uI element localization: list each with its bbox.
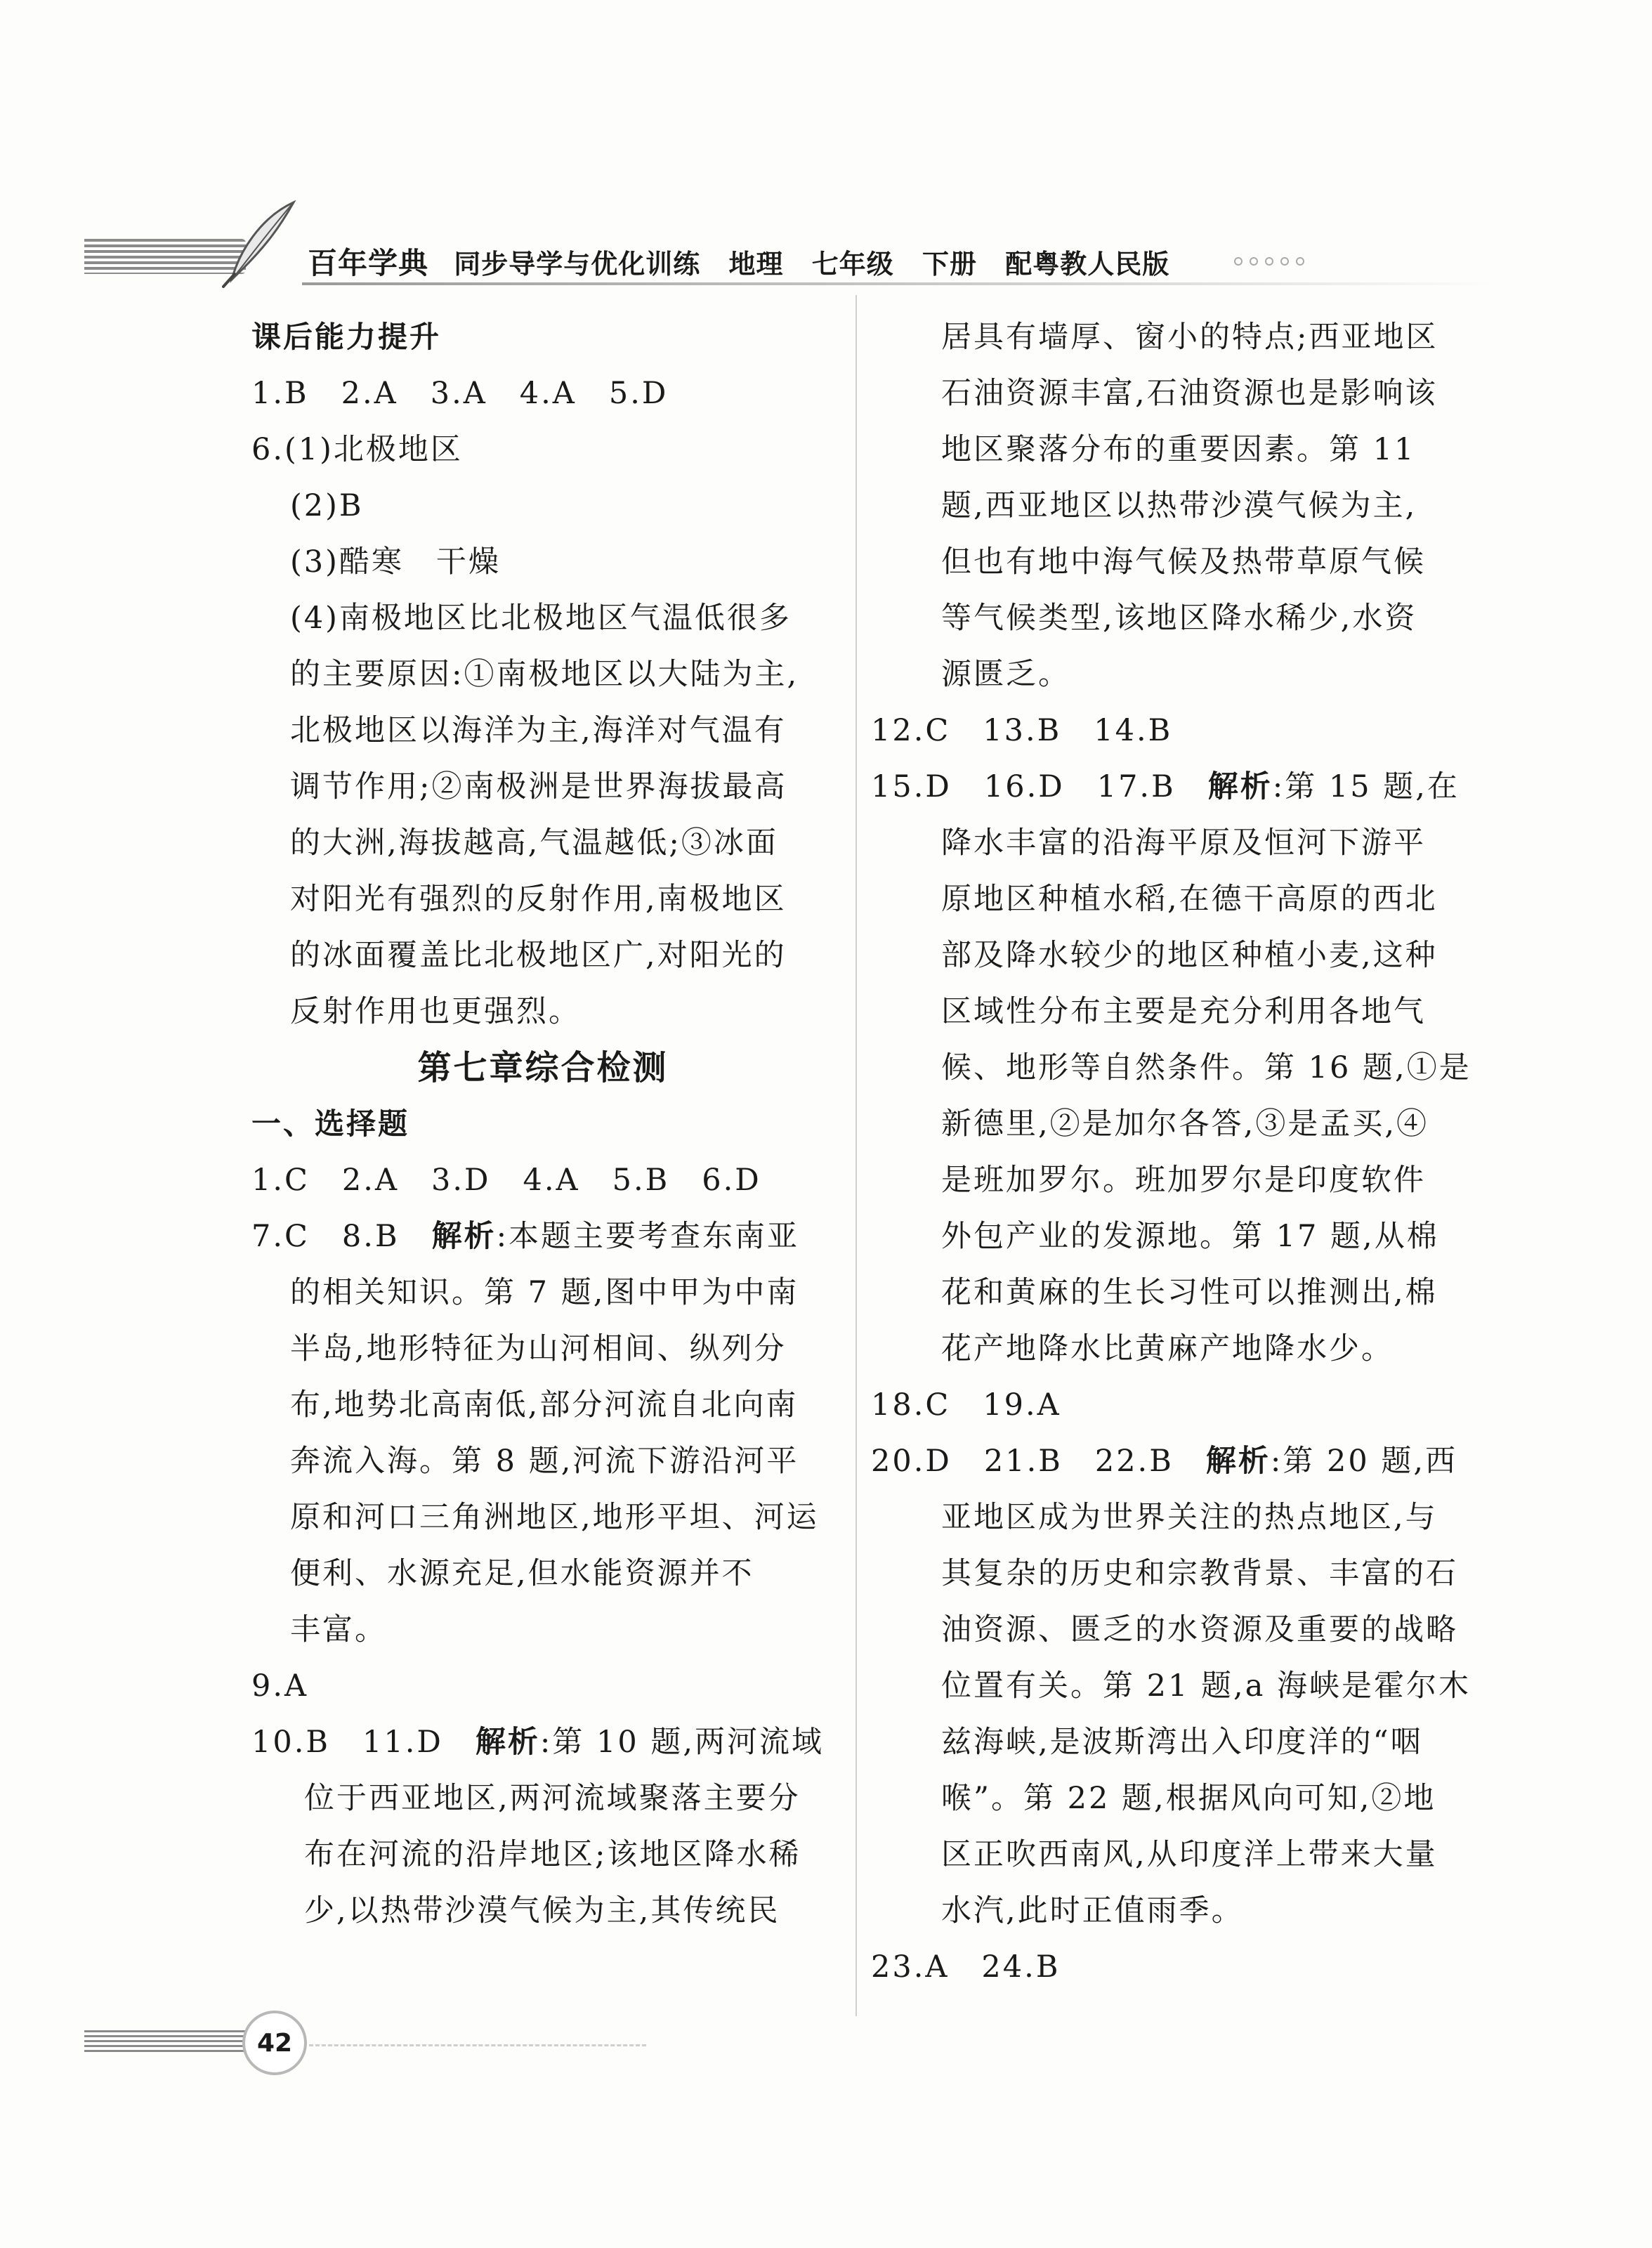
answer-line: 1.B 2.A 3.A 4.A 5.D xyxy=(251,376,669,411)
answer-line: 题,西亚地区以热带沙漠气候为主, xyxy=(941,488,1417,523)
answer-line: 源匮乏。 xyxy=(941,657,1070,692)
header-volume: 下册 xyxy=(922,249,978,280)
answer-line: (2)B xyxy=(290,488,364,523)
header-book-name: 同步导学与优化训练 xyxy=(454,249,701,280)
answer-line: 位置有关。第 21 题,a 海峡是霍尔木 xyxy=(941,1668,1471,1704)
analysis-text: :第 15 题,在 xyxy=(1272,769,1460,804)
answer-keys: 20.D 21.B 22.B xyxy=(871,1444,1206,1479)
header-dot-decoration xyxy=(1233,256,1310,267)
answer-line: 油资源、匮乏的水资源及重要的战略 xyxy=(941,1612,1458,1647)
answer-line: 部及降水较少的地区种植小麦,这种 xyxy=(941,938,1438,973)
analysis-label: 解析 xyxy=(475,1725,540,1760)
answer-line: 原地区种植水稻,在德干高原的西北 xyxy=(941,882,1438,917)
chapter-title: 第七章综合检测 xyxy=(417,1048,669,1087)
answer-line: 原和河口三角洲地区,地形平坦、河运 xyxy=(290,1500,819,1535)
answer-line: 外包产业的发源地。第 17 题,从棉 xyxy=(941,1219,1439,1254)
answer-line: 其复杂的历史和宗教背景、丰富的石 xyxy=(941,1556,1458,1591)
answer-line: 的相关知识。第 7 题,图中甲为中南 xyxy=(290,1275,799,1310)
answer-line: 对阳光有强烈的反射作用,南极地区 xyxy=(290,882,787,917)
answer-line: 区域性分布主要是充分利用各地气 xyxy=(941,994,1426,1029)
answer-line: 花产地降水比黄麻产地降水少。 xyxy=(941,1331,1394,1366)
answer-line: 6.(1)北极地区 xyxy=(251,432,463,467)
left-column xyxy=(251,309,841,1939)
column-divider xyxy=(855,295,857,2016)
header-rule xyxy=(302,282,1496,285)
answer-line: 但也有地中海气候及热带草原气候 xyxy=(941,544,1426,580)
answer-line: 新德里,②是加尔各答,③是孟买,④ xyxy=(941,1106,1429,1142)
answer-line: 调节作用;②南极洲是世界海拔最高 xyxy=(290,769,787,804)
answer-line: 是班加罗尔。班加罗尔是印度软件 xyxy=(941,1163,1426,1198)
answer-line: 的冰面覆盖比北极地区广,对阳光的 xyxy=(290,938,787,973)
answer-line: (3)酷寒 干燥 xyxy=(290,544,501,580)
header-title xyxy=(308,240,1188,282)
section-heading: 一、选择题 xyxy=(251,1106,410,1141)
analysis-text: :第 10 题,两河流域 xyxy=(539,1725,825,1760)
answer-line: 便利、水源充足,但水能资源并不 xyxy=(290,1556,754,1591)
answer-line: 兹海峡,是波斯湾出入印度洋的“咽 xyxy=(941,1725,1423,1760)
answer-line: 18.C 19.A xyxy=(871,1387,1061,1423)
answer-line: 的大洲,海拔越高,气温越低;③冰面 xyxy=(290,825,778,861)
answer-line: 半岛,地形特征为山河相间、纵列分 xyxy=(290,1331,787,1366)
answer-line: 北极地区以海洋为主,海洋对气温有 xyxy=(290,713,787,748)
answer-line: 丰富。 xyxy=(290,1612,387,1647)
footer-stripe-decoration xyxy=(84,2030,246,2054)
answer-keys: 7.C 8.B xyxy=(251,1219,432,1254)
right-column xyxy=(871,309,1471,1995)
answer-line: 布,地势北高南低,部分河流自北向南 xyxy=(290,1387,799,1423)
answer-line: (4)南极地区比北极地区气温低很多 xyxy=(290,601,792,636)
page-number-badge xyxy=(242,2011,307,2075)
analysis-label: 解析 xyxy=(1205,1444,1271,1479)
answer-line xyxy=(871,1433,1458,1489)
answer-line: 9.A xyxy=(251,1668,309,1704)
analysis-label: 解析 xyxy=(1207,769,1273,804)
page-number: 42 xyxy=(256,2028,293,2058)
header-subject: 地理 xyxy=(728,249,784,280)
answer-keys: 15.D 16.D 17.B xyxy=(871,769,1208,804)
answer-line: 少,以热带沙漠气候为主,其传统民 xyxy=(304,1893,780,1928)
answer-line: 12.C 13.B 14.B xyxy=(871,713,1173,748)
answer-line: 花和黄麻的生长习性可以推测出,棉 xyxy=(941,1275,1438,1310)
answer-line xyxy=(251,1714,841,1770)
answer-line: 喉”。第 22 题,根据风向可知,②地 xyxy=(941,1781,1436,1816)
answer-line xyxy=(871,759,1460,815)
answer-line: 奔流入海。第 8 题,河流下游沿河平 xyxy=(290,1444,799,1479)
analysis-text: :第 20 题,西 xyxy=(1270,1444,1458,1479)
answer-line: 降水丰富的沿海平原及恒河下游平 xyxy=(941,825,1426,861)
answer-line: 候、地形等自然条件。第 16 题,①是 xyxy=(941,1050,1471,1085)
answer-line: 的主要原因:①南极地区以大陆为主, xyxy=(290,657,799,692)
answer-line: 区正吹西南风,从印度洋上带来大量 xyxy=(941,1837,1438,1872)
analysis-label: 解析 xyxy=(431,1219,497,1254)
answer-line: 等气候类型,该地区降水稀少,水资 xyxy=(941,601,1417,636)
section-heading: 课后能力提升 xyxy=(251,320,442,354)
header-edition: 配粤教人民版 xyxy=(1005,249,1170,280)
answer-line: 反射作用也更强烈。 xyxy=(290,994,581,1029)
answer-line xyxy=(251,1208,841,1264)
header-brand: 百年学典 xyxy=(308,246,429,280)
answer-line: 1.C 2.A 3.D 4.A 5.B 6.D xyxy=(251,1163,761,1198)
answer-keys: 10.B 11.D xyxy=(251,1725,476,1760)
answer-line: 地区聚落分布的重要因素。第 11 xyxy=(941,432,1416,467)
answer-line: 布在河流的沿岸地区;该地区降水稀 xyxy=(304,1837,801,1872)
footer-rule xyxy=(309,2044,646,2046)
answer-line: 水汽,此时正值雨季。 xyxy=(941,1893,1244,1928)
header-grade: 七年级 xyxy=(811,249,894,280)
answer-line: 石油资源丰富,石油资源也是影响该 xyxy=(941,376,1438,411)
feather-quill-icon xyxy=(211,197,302,288)
answer-line: 23.A 24.B xyxy=(871,1949,1061,1985)
page-header xyxy=(0,211,1652,288)
analysis-text: :本题主要考查东南亚 xyxy=(496,1219,800,1254)
answer-line: 位于西亚地区,两河流域聚落主要分 xyxy=(304,1781,801,1816)
answer-line: 亚地区成为世界关注的热点地区,与 xyxy=(941,1500,1438,1535)
answer-line: 居具有墙厚、窗小的特点;西亚地区 xyxy=(941,320,1438,355)
